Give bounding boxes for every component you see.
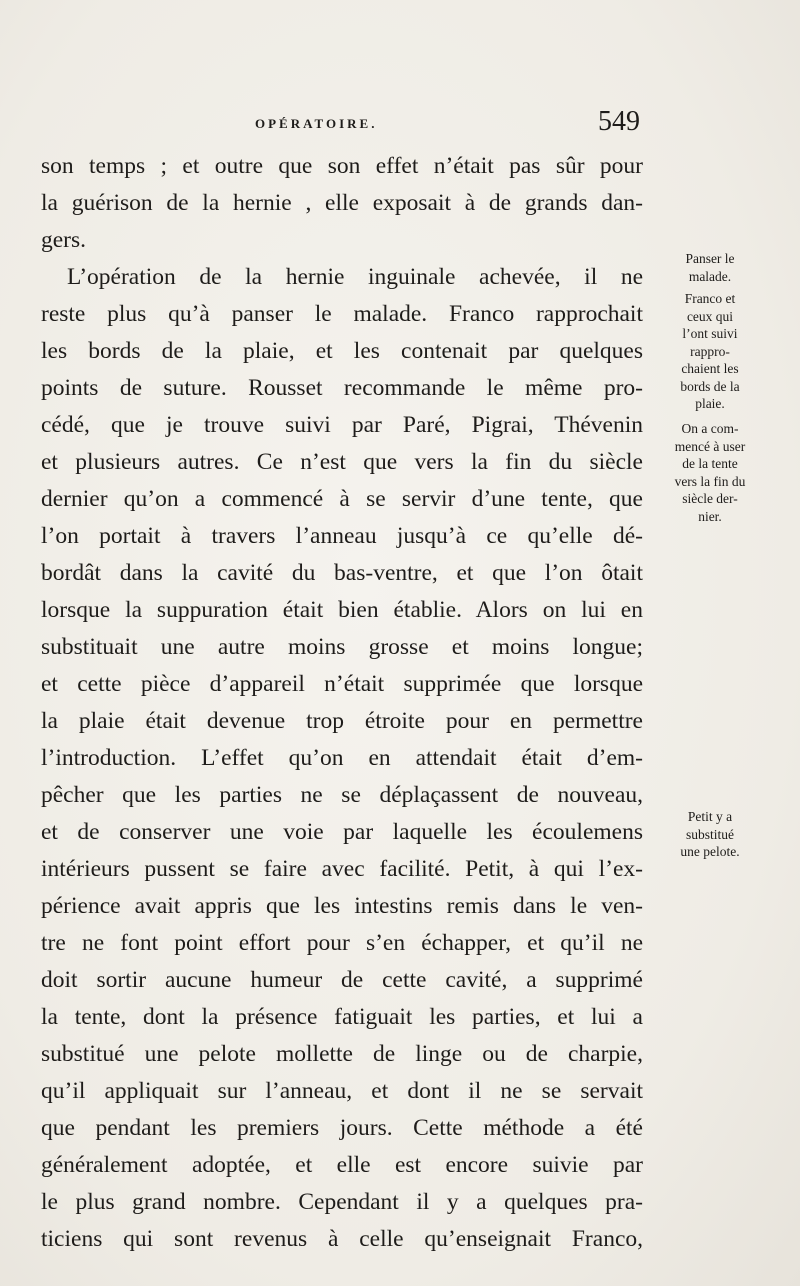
text-line: points de suture. Rousset recommande le même pro-	[41, 375, 643, 401]
margin-note-petit	[655, 808, 765, 861]
text-line: le plus grand nombre. Cependant il y a quelques pra-	[41, 1189, 643, 1215]
margin-note-line: l’ont suivi	[682, 326, 738, 341]
running-title: OPÉRATOIRE.	[255, 116, 378, 131]
margin-note-line: Petit y a	[687, 809, 733, 824]
text-line: reste plus qu’à panser le malade. Franco rapprochait	[41, 301, 643, 327]
margin-note-line: bords de la	[680, 378, 740, 394]
margin-note-line: une pelote.	[680, 844, 740, 859]
margin-note-franco	[655, 290, 765, 413]
text-line: doit sortir aucune humeur de cette cavité, a supprimé	[41, 967, 643, 993]
margin-note-line: Franco et	[684, 291, 736, 306]
text-line: la tente, dont la présence fatiguait les parties, et lui a	[41, 1004, 643, 1030]
text-line: la plaie était devenue trop étroite pour en permettre	[41, 708, 643, 734]
margin-note-line: ceux qui	[686, 308, 734, 324]
text-line: gers.	[41, 227, 87, 253]
margin-note-line: Panser le	[685, 251, 735, 266]
text-line: substitué une pelote mollette de linge ou de charpie,	[41, 1041, 643, 1067]
margin-note-line: malade.	[688, 268, 732, 284]
text-line: et de conserver une voie par laquelle les écoulemens	[41, 819, 643, 845]
text-line: pêcher que les parties ne se déplaçassent de nouveau,	[41, 782, 643, 808]
text-line: généralement adoptée, et elle est encore suivie par	[41, 1152, 643, 1178]
body-text	[41, 148, 643, 1258]
margin-note-panser	[655, 250, 765, 285]
margin-note-tente	[655, 420, 765, 525]
text-line: que pendant les premiers jours. Cette méthode a été	[41, 1115, 643, 1141]
text-line: ticiens qui sont revenus à celle qu’enseignait Franco,	[41, 1226, 643, 1252]
text-line: l’on portait à travers l’anneau jusqu’à ce qu’elle dé-	[41, 523, 643, 549]
margin-note-line: rappro-	[690, 343, 730, 359]
text-line: qu’il appliquait sur l’anneau, et dont il ne se servait	[41, 1078, 643, 1104]
text-line: lorsque la suppuration était bien établie. Alors on lui en	[41, 597, 643, 623]
text-line: L’opération de la hernie inguinale achevée, il ne	[67, 264, 643, 290]
text-line: les bords de la plaie, et les contenait par quelques	[41, 338, 643, 364]
page-number: 549	[598, 106, 640, 137]
text-line: cédé, que je trouve suivi par Paré, Pigrai, Thévenin	[41, 412, 643, 438]
margin-note-line: vers la fin du	[674, 473, 746, 489]
text-line: dernier qu’on a commencé à se servir d’une tente, que	[41, 486, 643, 512]
text-line: et plusieurs autres. Ce n’est que vers la fin du siècle	[41, 449, 643, 475]
text-line: son temps ; et outre que son effet n’était pas sûr pour	[41, 153, 643, 179]
margin-note-line: de la tente	[682, 456, 738, 471]
running-head	[40, 106, 640, 146]
text-line: substituait une autre moins grosse et moins longue;	[41, 634, 643, 660]
text-line: tre ne font point effort pour s’en échapper, et qu’il ne	[41, 930, 643, 956]
text-line: intérieurs pussent se faire avec facilité. Petit, à qui l’ex-	[41, 856, 643, 882]
margin-note-line: mencé à user	[674, 438, 746, 454]
text-line: l’introduction. L’effet qu’on en attendait était d’em-	[41, 745, 643, 771]
margin-note-line: substitué	[685, 826, 734, 842]
text-line: et cette pièce d’appareil n’était supprimée que lorsque	[41, 671, 643, 697]
text-line: la guérison de la hernie , elle exposait à de grands dan-	[41, 190, 643, 216]
margin-note-line: On a com-	[681, 421, 739, 436]
text-line: bordât dans la cavité du bas-ventre, et que l’on ôtait	[41, 560, 643, 586]
margin-note-line: siècle der-	[682, 491, 738, 506]
margin-note-line: plaie.	[695, 396, 725, 411]
margin-note-line: chaient les	[681, 361, 739, 376]
margin-note-line: nier.	[698, 508, 722, 524]
text-line: périence avait appris que les intestins remis dans le ven-	[41, 893, 643, 919]
